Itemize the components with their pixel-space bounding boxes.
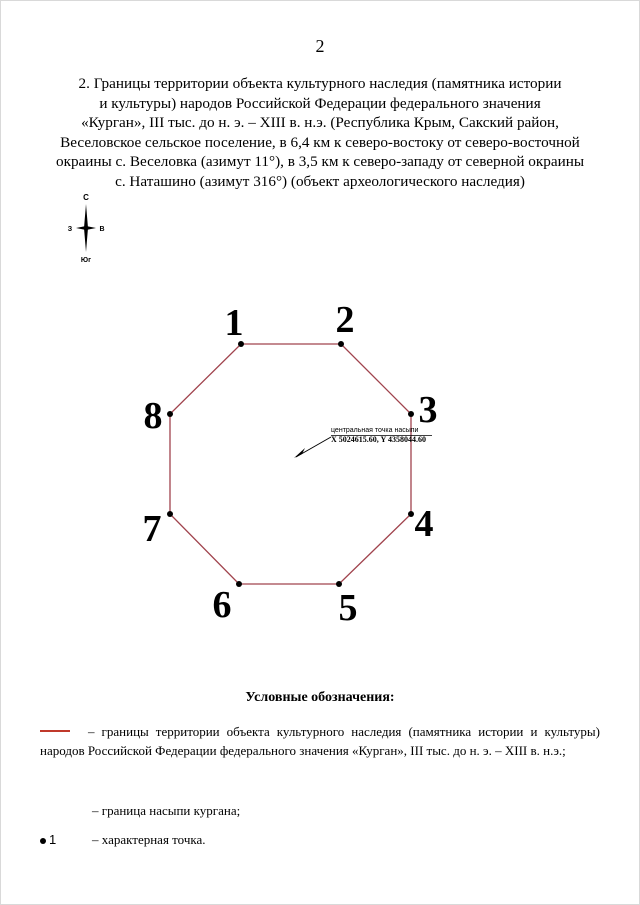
legend-boundary-text: – границы территории объекта культурного наследия (памятника истории и культуры) народов Российской Федерации федерального значения «Курган», III тыс. до н. э. – XIII в. н.э.;	[40, 724, 600, 758]
point-marker	[338, 341, 344, 347]
title-line: «Курган», III тыс. до н. э. – XIII в. н.э. (Республика Крым, Сакский район,	[81, 114, 559, 131]
legend-boundary-item	[40, 722, 600, 760]
point-marker	[408, 511, 414, 517]
legend-mound-item: – граница насыпи кургана;	[92, 803, 241, 818]
title-line: окраины с. Веселовка (азимут 11°), в 3,5 км к северо-западу от северной окраины	[55, 153, 585, 170]
point-symbol-label: 1	[49, 832, 57, 847]
point-dot-icon	[40, 838, 46, 844]
legend-point-text: – характерная точка.	[92, 832, 206, 847]
center-point-coordinates: X 5024615.60, Y 4358044.60	[331, 435, 426, 444]
compass-south-label: Юг	[80, 257, 92, 264]
title-line: Веселовское сельское поселение, в 6,4 км к северо-востоку от северо-восточной	[60, 133, 580, 151]
compass-east-label: В	[99, 226, 105, 233]
boundary-line-swatch	[40, 730, 70, 732]
document-title	[40, 74, 600, 191]
boundary-polygon	[170, 344, 411, 584]
point-label: 7	[142, 508, 162, 550]
legend-point-item	[40, 832, 206, 848]
point-marker	[167, 511, 173, 517]
center-point-label: центральная точка насыпи	[331, 427, 419, 434]
legend-heading: Условные обозначения:	[245, 690, 395, 705]
compass-cross-icon	[76, 226, 96, 230]
compass-west-label: З	[67, 226, 73, 233]
point-label: 4	[414, 503, 434, 545]
boundary-diagram	[0, 290, 640, 630]
point-label: 2	[335, 299, 355, 341]
title-line: и культуры) народов Российской Федерации федерального значения	[99, 94, 541, 112]
page-number: 2	[315, 36, 325, 56]
point-label: 1	[224, 302, 244, 344]
point-label: 5	[338, 587, 358, 629]
point-marker	[167, 411, 173, 417]
point-label: 3	[418, 389, 438, 431]
point-marker	[408, 411, 414, 417]
point-label: 8	[143, 395, 163, 437]
compass-north-label: С	[83, 193, 89, 202]
point-marker	[236, 581, 242, 587]
title-line: с. Наташино (азимут 316°) (объект археологического наследия)	[115, 172, 525, 190]
compass-rose-icon	[62, 192, 110, 264]
characteristic-point-symbol	[40, 832, 92, 847]
point-label: 6	[212, 584, 232, 626]
title-line: 2. Границы территории объекта культурного наследия (памятника истории	[78, 75, 562, 92]
